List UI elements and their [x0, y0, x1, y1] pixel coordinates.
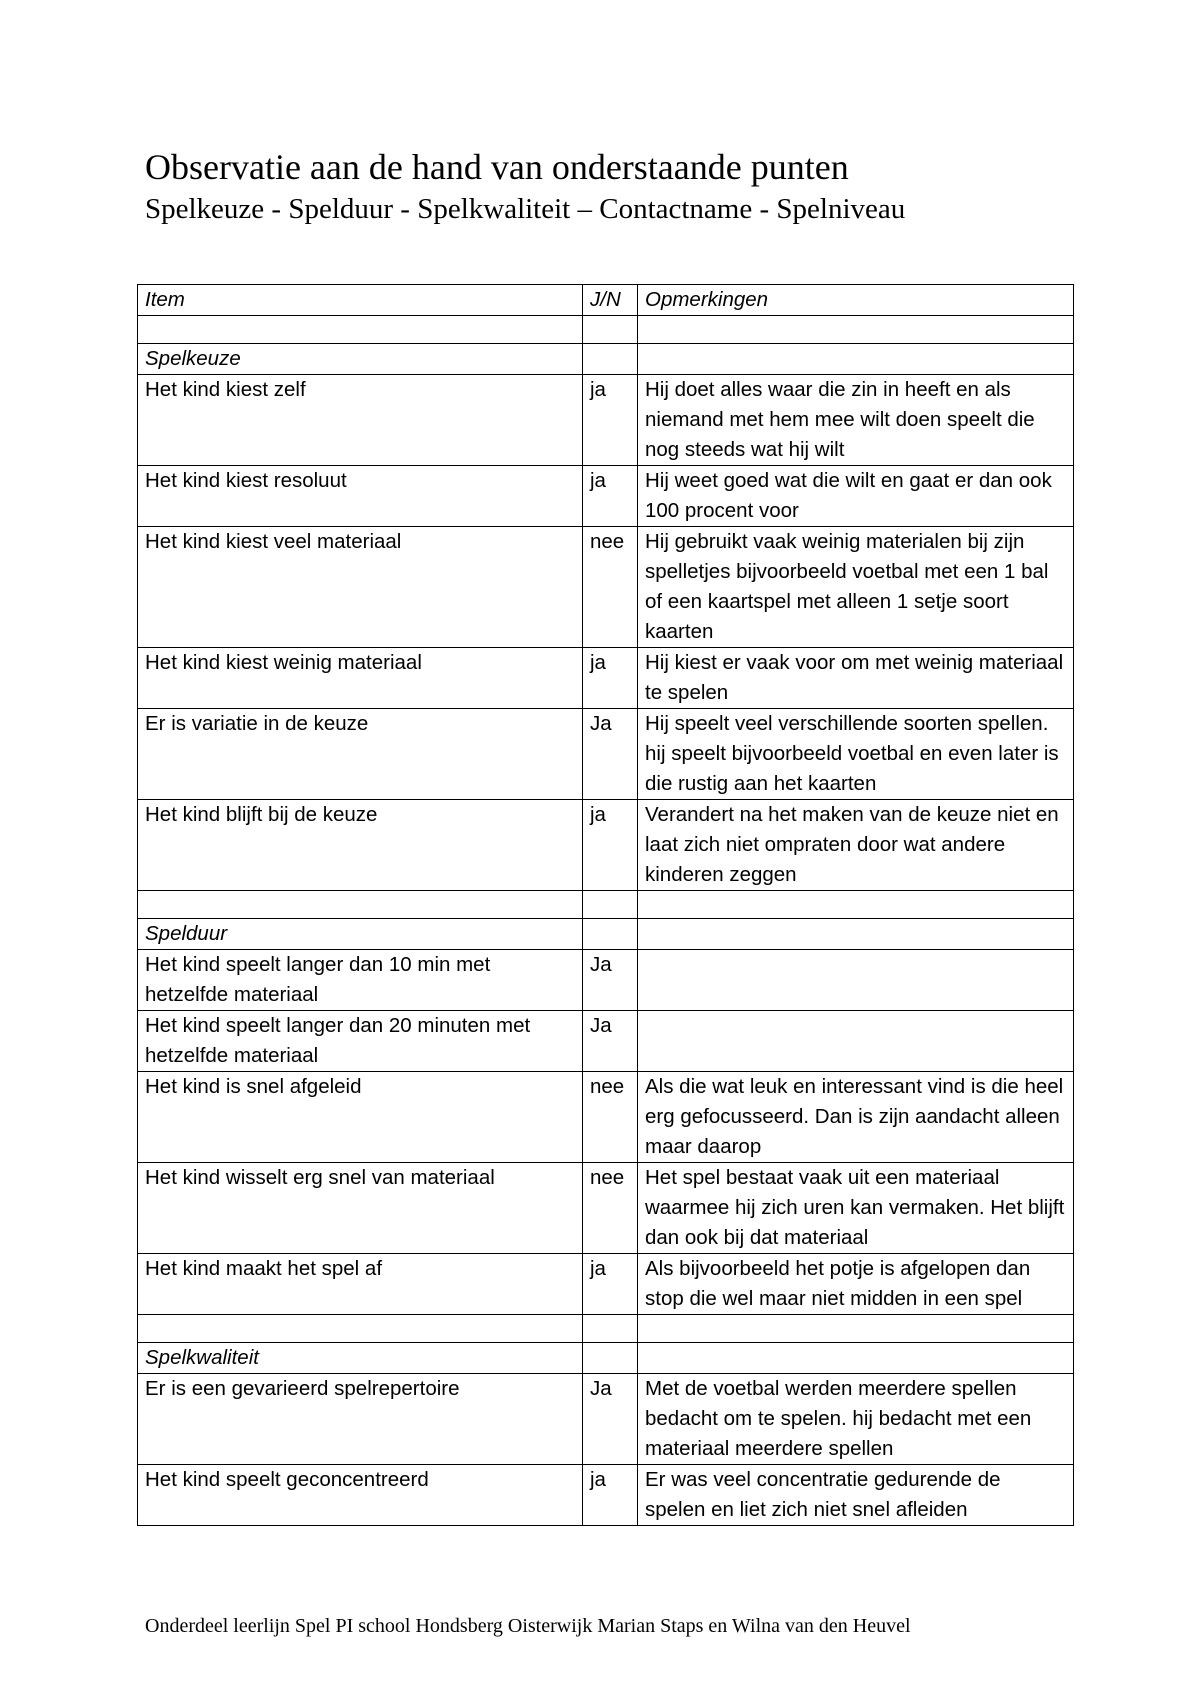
table-header-row	[138, 285, 1074, 316]
cell-remark: Het spel bestaat vaak uit een materiaal waarmee hij zich uren kan vermaken. Het blijft dan ook bij dat materiaal	[638, 1163, 1074, 1254]
page-title: Observatie aan de hand van onderstaande punten	[145, 147, 849, 187]
cell-remark: Hij weet goed wat die wilt en gaat er dan ook 100 procent voor	[638, 466, 1074, 527]
section-row	[138, 919, 1074, 950]
table-row	[138, 709, 1074, 800]
cell-item	[138, 891, 583, 919]
table-row	[138, 1072, 1074, 1163]
cell-jn: ja	[583, 800, 638, 891]
cell-jn: ja	[583, 466, 638, 527]
cell-item: Het kind blijft bij de keuze	[138, 800, 583, 891]
cell-remark: Hij gebruikt vaak weinig materialen bij zijn spelletjes bijvoorbeeld voetbal met een 1 bal of een kaartspel met alleen 1 setje soort kaarten	[638, 527, 1074, 648]
cell-jn	[583, 1315, 638, 1343]
cell-item: Het kind maakt het spel af	[138, 1254, 583, 1315]
cell-item: Het kind is snel afgeleid	[138, 1072, 583, 1163]
cell-remark	[638, 919, 1074, 950]
cell-jn: ja	[583, 648, 638, 709]
cell-jn: Ja	[583, 950, 638, 1011]
table-row	[138, 950, 1074, 1011]
section-heading: Spelkwaliteit	[138, 1343, 583, 1374]
blank-row	[138, 316, 1074, 344]
section-row	[138, 1343, 1074, 1374]
table-row	[138, 648, 1074, 709]
cell-jn	[583, 316, 638, 344]
blank-row	[138, 891, 1074, 919]
section-row	[138, 344, 1074, 375]
blank-row	[138, 1315, 1074, 1343]
cell-item: Het kind kiest zelf	[138, 375, 583, 466]
section-heading: Spelduur	[138, 919, 583, 950]
header-item: Item	[138, 285, 583, 316]
cell-remark: Als bijvoorbeeld het potje is afgelopen dan stop die wel maar niet midden in een spel	[638, 1254, 1074, 1315]
cell-item: Er is een gevarieerd spelrepertoire	[138, 1374, 583, 1465]
cell-item: Het kind kiest veel materiaal	[138, 527, 583, 648]
table-row	[138, 1374, 1074, 1465]
cell-item: Het kind speelt langer dan 20 minuten met hetzelfde materiaal	[138, 1011, 583, 1072]
cell-jn: nee	[583, 527, 638, 648]
page-subtitle: Spelkeuze - Spelduur - Spelkwaliteit – Contactname - Spelniveau	[145, 193, 906, 225]
cell-remark: Hij doet alles waar die zin in heeft en als niemand met hem mee wilt doen speelt die nog steeds wat hij wilt	[638, 375, 1074, 466]
cell-jn: Ja	[583, 1374, 638, 1465]
table-row	[138, 800, 1074, 891]
cell-jn: nee	[583, 1163, 638, 1254]
table-row	[138, 466, 1074, 527]
cell-jn	[583, 1343, 638, 1374]
section-heading: Spelkeuze	[138, 344, 583, 375]
cell-item	[138, 1315, 583, 1343]
table-row	[138, 1254, 1074, 1315]
cell-jn: nee	[583, 1072, 638, 1163]
table-row	[138, 375, 1074, 466]
cell-remark	[638, 1315, 1074, 1343]
cell-jn	[583, 891, 638, 919]
cell-item: Het kind kiest weinig materiaal	[138, 648, 583, 709]
table-body	[138, 316, 1074, 1526]
cell-jn: ja	[583, 375, 638, 466]
table-row	[138, 1465, 1074, 1526]
cell-item: Het kind wisselt erg snel van materiaal	[138, 1163, 583, 1254]
cell-remark: Er was veel concentratie gedurende de spelen en liet zich niet snel afleiden	[638, 1465, 1074, 1526]
cell-remark	[638, 891, 1074, 919]
table-row	[138, 527, 1074, 648]
page-footer: Onderdeel leerlijn Spel PI school Hondsberg Oisterwijk Marian Staps en Wilna van den Heuvel	[145, 1615, 911, 1637]
cell-remark	[638, 950, 1074, 1011]
cell-jn: ja	[583, 1254, 638, 1315]
cell-remark: Met de voetbal werden meerdere spellen bedacht om te spelen. hij bedacht met een materiaal meerdere spellen	[638, 1374, 1074, 1465]
cell-remark: Hij speelt veel verschillende soorten spellen. hij speelt bijvoorbeeld voetbal en even later is die rustig aan het kaarten	[638, 709, 1074, 800]
cell-remark: Verandert na het maken van de keuze niet en laat zich niet ompraten door wat andere kinderen zeggen	[638, 800, 1074, 891]
cell-remark	[638, 344, 1074, 375]
observation-table	[137, 284, 1074, 1526]
cell-jn: Ja	[583, 709, 638, 800]
header-remarks: Opmerkingen	[638, 285, 1074, 316]
cell-jn	[583, 344, 638, 375]
cell-jn	[583, 919, 638, 950]
cell-item: Het kind speelt langer dan 10 min met hetzelfde materiaal	[138, 950, 583, 1011]
cell-item: Het kind speelt geconcentreerd	[138, 1465, 583, 1526]
cell-item	[138, 316, 583, 344]
table-row	[138, 1163, 1074, 1254]
cell-jn: ja	[583, 1465, 638, 1526]
cell-remark: Hij kiest er vaak voor om met weinig materiaal te spelen	[638, 648, 1074, 709]
header-jn: J/N	[583, 285, 638, 316]
cell-jn: Ja	[583, 1011, 638, 1072]
cell-remark	[638, 1011, 1074, 1072]
table-row	[138, 1011, 1074, 1072]
cell-item: Er is variatie in de keuze	[138, 709, 583, 800]
cell-remark	[638, 1343, 1074, 1374]
cell-remark	[638, 316, 1074, 344]
cell-remark: Als die wat leuk en interessant vind is die heel erg gefocusseerd. Dan is zijn aandacht alleen maar daarop	[638, 1072, 1074, 1163]
cell-item: Het kind kiest resoluut	[138, 466, 583, 527]
